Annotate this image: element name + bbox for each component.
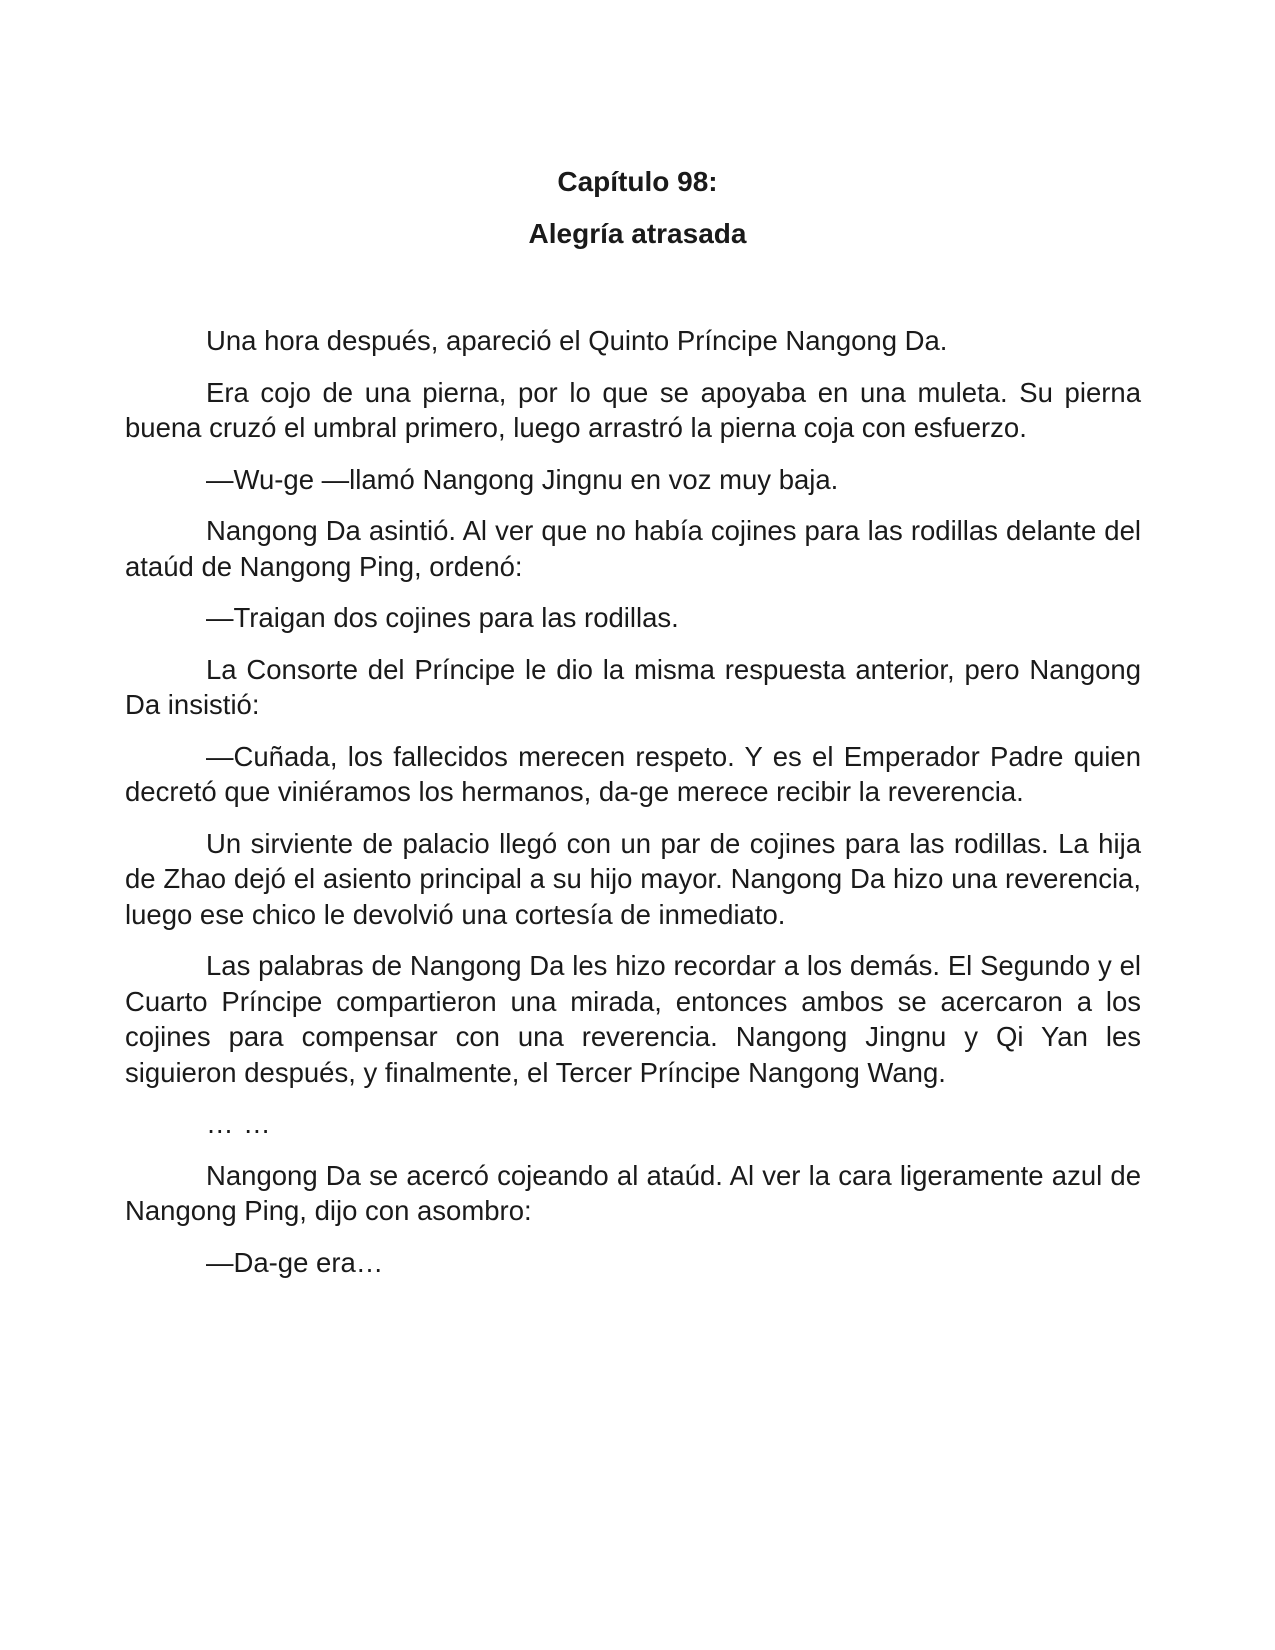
paragraph: Era cojo de una pierna, por lo que se apoyaba en una muleta. Su pierna buena cruzó el umbral primero, luego arrastró la pierna coja con esfuerzo. (125, 376, 1141, 443)
paragraph: Nangong Da se acercó cojeando al ataúd. Al ver la cara ligeramente azul de Nangong Ping, dijo con asombro: (125, 1159, 1141, 1226)
chapter-number: Capítulo 98: (557, 166, 718, 197)
chapter-body (125, 323, 1141, 1296)
paragraph: —Da-ge era… (206, 1246, 384, 1278)
paragraph: —Wu-ge —llamó Nangong Jingnu en voz muy baja. (206, 463, 839, 495)
scene-break-ellipsis: … … (206, 1108, 272, 1139)
paragraph: Nangong Da asintió. Al ver que no había cojines para las rodillas delante del ataúd de Nangong Ping, ordenó: (125, 515, 1141, 582)
paragraph: Las palabras de Nangong Da les hizo recordar a los demás. El Segundo y el Cuarto Príncipe compartieron una mirada, entonces ambos se acercaron a los cojines para compensar con una reverencia. Nangong Jingnu y Qi Yan les siguieron después, y finalmente, el Tercer Príncipe Nangong Wang. (125, 950, 1141, 1088)
paragraph: Una hora después, apareció el Quinto Príncipe Nangong Da. (206, 325, 948, 356)
paragraph: —Traigan dos cojines para las rodillas. (206, 602, 679, 633)
paragraph: Un sirviente de palacio llegó con un par de cojines para las rodillas. La hija de Zhao dejó el asiento principal a su hijo mayor. Nangong Da hizo una reverencia, luego ese chico le devolvió una cortesía de inmediato. (125, 827, 1141, 930)
paragraph: La Consorte del Príncipe le dio la misma respuesta anterior, pero Nangong Da insistió: (125, 653, 1141, 720)
paragraph: —Cuñada, los fallecidos merecen respeto. Y es el Emperador Padre quien decretó que viniéramos los hermanos, da-ge merece recibir la reverencia. (125, 740, 1141, 807)
chapter-title: Alegría atrasada (528, 218, 747, 249)
